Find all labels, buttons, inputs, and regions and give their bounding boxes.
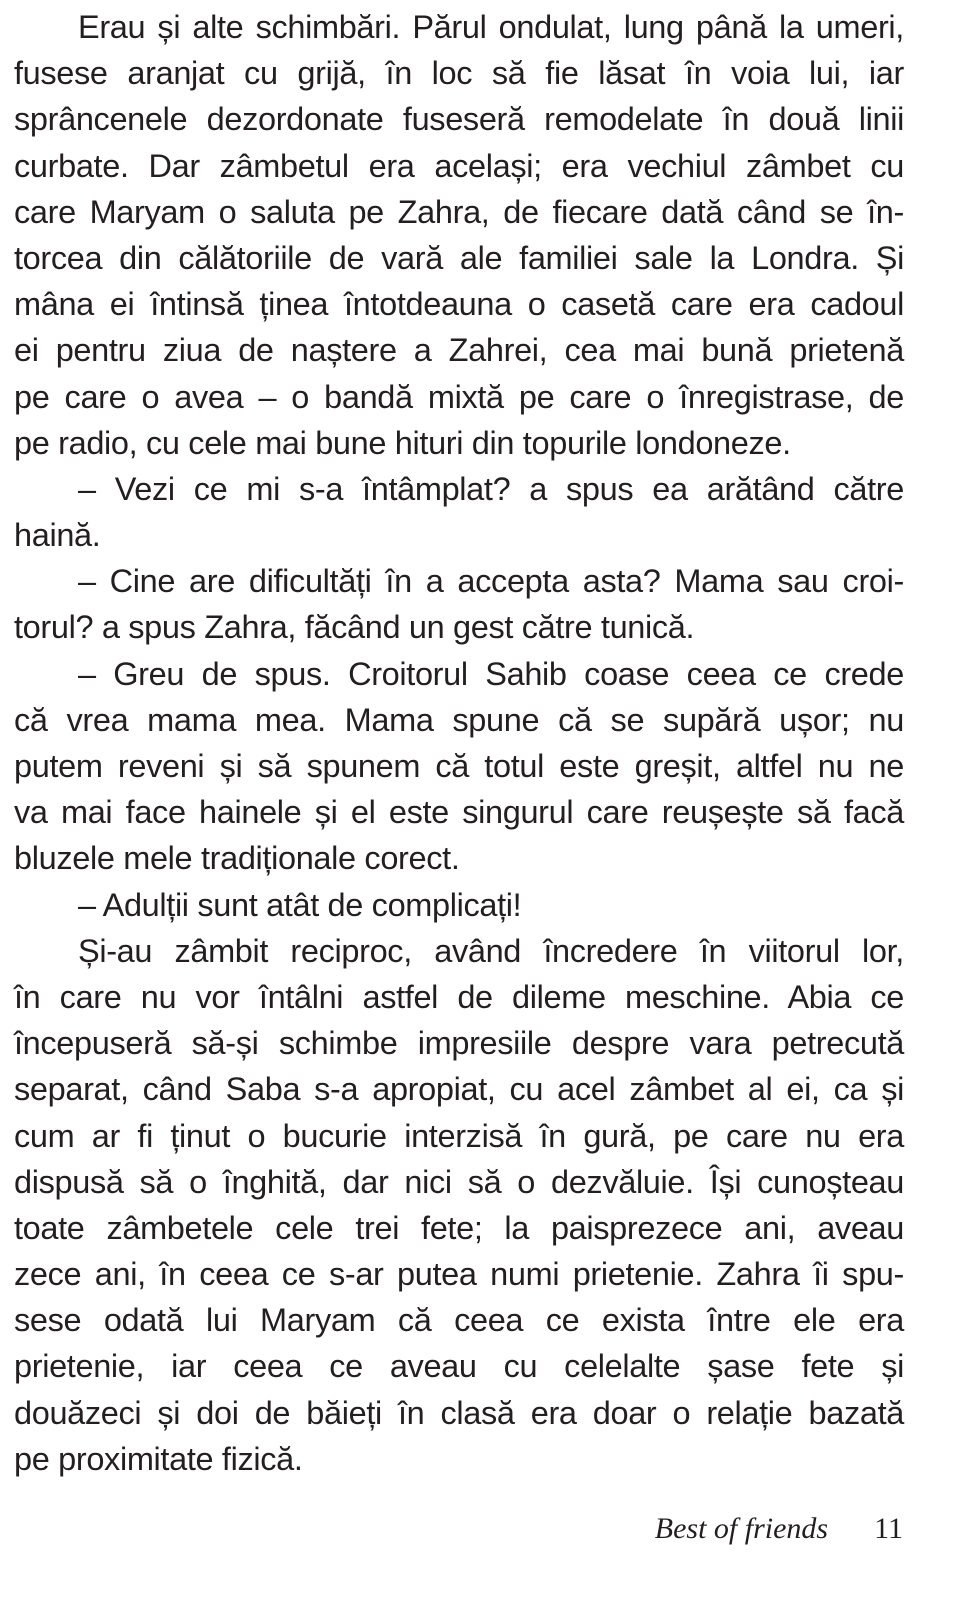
text-line: pe proximitate fizică.: [14, 1440, 303, 1477]
page: [14, 0, 904, 1482]
text-line: va mai face hainele și el este singurul care reușește să facă: [14, 794, 904, 831]
text-line: în care nu vor întâlni astfel de dileme meschine. Abia ce: [14, 978, 904, 1015]
text-line: Erau și alte schimbări. Părul ondulat, lung până la umeri,: [78, 9, 904, 45]
text-line: separat, când Saba s-a apropiat, cu acel zâmbet al ei, ca și: [14, 1071, 904, 1108]
text-line: douăzeci și doi de băieți în clasă era doar o relație bazată: [14, 1394, 904, 1431]
page-footer: [655, 1512, 903, 1546]
page-number: 11: [874, 1512, 903, 1545]
text-line: fusese aranjat cu grijă, în loc să fie lăsat în voia lui, iar: [14, 55, 904, 92]
text-line: sese odată lui Maryam că ceea ce exista între ele era: [14, 1302, 904, 1339]
body-text: [14, 0, 904, 1482]
running-title: Best of friends: [654, 1512, 829, 1545]
text-line: care Maryam o saluta pe Zahra, de fiecare dată când se în-: [14, 193, 904, 230]
text-line: – Vezi ce mi s-a întâmplat? a spus ea arătând către: [78, 470, 904, 507]
text-line: prietenie, iar ceea ce aveau cu celelalte șase fete și: [14, 1348, 904, 1385]
text-line: pe care o avea – o bandă mixtă pe care o înregistrase, de: [14, 378, 904, 415]
text-line: torcea din călătoriile de vară ale familiei sale la Londra. Și: [14, 239, 904, 276]
text-line: curbate. Dar zâmbetul era același; era vechiul zâmbet cu: [14, 147, 904, 184]
text-line: bluzele mele tradiționale corect.: [14, 840, 460, 877]
text-line: mâna ei întinsă ținea întotdeauna o casetă care era cadoul: [14, 286, 904, 323]
text-line: – Cine are dificultăți în a accepta asta? Mama sau croi-: [78, 563, 904, 600]
text-line: începuseră să-și schimbe impresiile despre vara petrecută: [14, 1025, 904, 1062]
text-line: pe radio, cu cele mai bune hituri din topurile londoneze.: [14, 424, 791, 461]
text-line: dispusă să o înghită, dar nici să o dezvăluie. Își cunoșteau: [14, 1163, 904, 1200]
text-line: sprâncenele dezordonate fuseseră remodelate în două linii: [14, 101, 904, 138]
text-line: toate zâmbetele cele trei fete; la paisprezece ani, aveau: [14, 1209, 904, 1246]
text-line: torul? a spus Zahra, făcând un gest către tunică.: [14, 609, 695, 646]
text-line: putem reveni și să spunem că totul este greșit, altfel nu ne: [14, 748, 904, 784]
text-line: ei pentru ziua de naștere a Zahrei, cea mai bună prietenă: [14, 332, 904, 369]
text-line: – Adulții sunt atât de complicați!: [78, 886, 522, 923]
text-line: zece ani, în ceea ce s-ar putea numi prietenie. Zahra îi spu-: [14, 1256, 904, 1293]
text-line: Și-au zâmbit reciproc, având încredere în viitorul lor,: [78, 932, 904, 969]
text-line: – Greu de spus. Croitorul Sahib coase ceea ce crede: [78, 655, 904, 692]
text-line: că vrea mama mea. Mama spune că se supără ușor; nu: [14, 701, 904, 738]
text-line: cum ar fi ținut o bucurie interzisă în gură, pe care nu era: [14, 1117, 904, 1154]
text-line: haină.: [14, 517, 101, 554]
